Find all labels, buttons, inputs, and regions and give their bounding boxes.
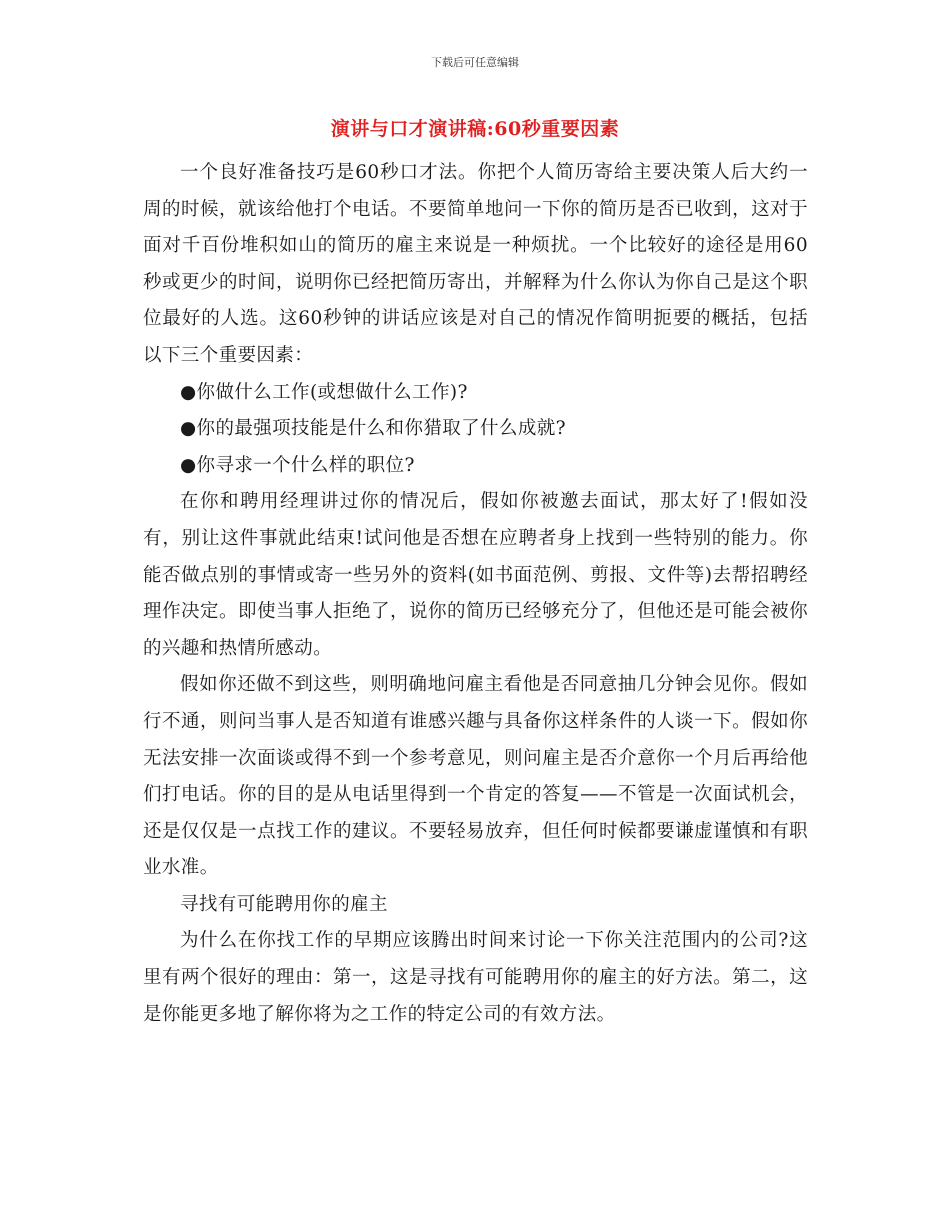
paragraph-after-call: 在你和聘用经理讲过你的情况后，假如你被邀去面试，那太好了!假如没有，别让这件事就此结束!试问他是否想在应聘者身上找到一些特别的能力。你能否做点别的事情或寄一些另外的资料(如书面范例、剪报、文件等)去帮招聘经理作决定。即使当事人拒绝了，说你的简历已经够充分了，但他还是可能会被你的兴趣和热情所感动。 bbox=[143, 491, 808, 659]
paragraph-why-research: 为什么在你找工作的早期应该腾出时间来讨论一下你关注范围内的公司?这里有两个很好的理由：第一，这是寻找有可能聘用你的雇主的好方法。第二，这是你能更多地了解你将为之工作的特定公司的有效方法。 bbox=[143, 930, 808, 1025]
paragraph-follow-up: 假如你还做不到这些，则明确地问雇主看他是否同意抽几分钟会见你。假如行不通，则问当事人是否知道有谁感兴趣与具备你这样条件的人谈一下。假如你无法安排一次面谈或得不到一个参考意见，则问雇主是否介意你一个月后再给他们打电话。你的目的是从电话里得到一个肯定的答复——不管是一次面试机会，还是仅仅是一点找工作的建议。不要轻易放弃，但任何时候都要谦虚谨慎和有职业水准。 bbox=[143, 674, 808, 879]
document-body bbox=[143, 155, 808, 1033]
bullet-item-skills: ●你的最强项技能是什么和你猎取了什么成就? bbox=[180, 418, 566, 440]
document-title: 演讲与口才演讲稿:60秒重要因素 bbox=[330, 118, 620, 140]
section-heading: 寻找有可能聘用你的雇主 bbox=[180, 893, 388, 915]
paragraph-intro: 一个良好准备技巧是60秒口才法。你把个人简历寄给主要决策人后大约一周的时候，就该给他打个电话。不要简单地问一下你的简历是否已收到，这对于面对千百份堆积如山的简历的雇主来说是一种烦扰。一个比较好的途径是用60秒或更少的时间，说明你已经把简历寄出，并解释为什么你认为你自己是这个职位最好的人选。这60秒钟的讲话应该是对自己的情况作简明扼要的概括，包括以下三个重要因素： bbox=[143, 162, 808, 366]
page-header: 下载后可任意编辑 bbox=[431, 56, 519, 69]
bullet-item-work: ●你做什么工作(或想做什么工作)? bbox=[180, 381, 468, 403]
bullet-item-position: ●你寻求一个什么样的职位? bbox=[180, 454, 415, 476]
